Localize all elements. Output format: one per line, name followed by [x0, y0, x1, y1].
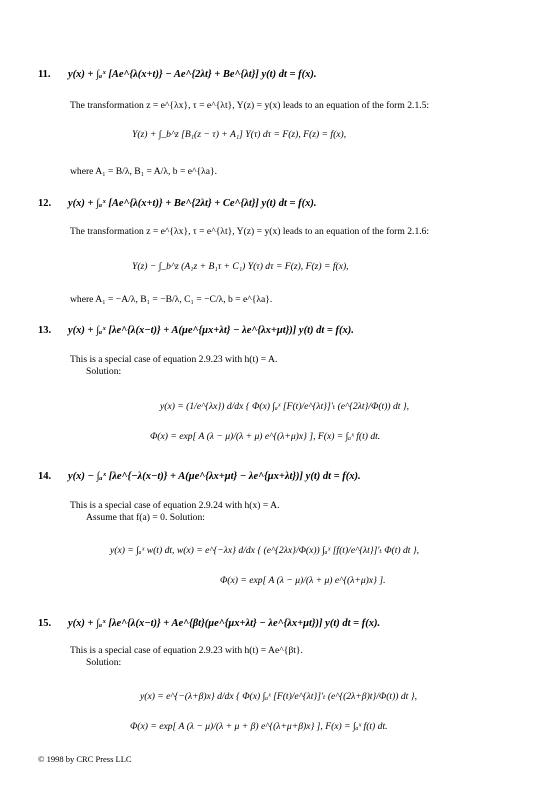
paragraph-text: This is a special case of equation 2.9.24 with h(x) = A. [70, 500, 280, 511]
equation-statement: y(x) + ∫ₐˣ [Ae^{λ(x+t)} + Be^{2λt} + Ce^{λt}] y(t) dt = f(x). [68, 198, 317, 209]
equation-heading [38, 324, 354, 338]
equation-number: 15. [38, 618, 52, 629]
display-formula: Φ(x) = exp[ A (λ − μ)/(λ + μ + β) e^{(λ+μ+β)x} ], F(x) = ∫ₐˣ f(t) dt. [130, 721, 388, 732]
paragraph-text: Solution: [86, 366, 122, 377]
equation-statement: y(x) + ∫ₐˣ [λe^{λ(x−t)} + A(μe^{μx+λt} − λe^{λx+μt})] y(t) dt = f(x). [68, 325, 354, 336]
equation-number: 11. [38, 69, 51, 80]
display-formula: y(x) = (1/e^{λx}) d/dx { Φ(x) ∫ₐˣ [F(t)/e^{λt}]′ₜ (e^{2λt}/Φ(t)) dt }, [160, 401, 410, 412]
equation-number: 14. [38, 471, 52, 482]
display-formula: y(x) = e^{−(λ+β)x} d/dx { Φ(x) ∫ₐˣ [F(t)/e^{λt}]′ₜ (e^{(2λ+β)t}/Φ(t)) dt }, [140, 691, 417, 702]
equation-statement: y(x) + ∫ₐˣ [λe^{λ(x−t)} + Ae^{βt}(μe^{μx+λt} − λe^{λx+μt})] y(t) dt = f(x). [68, 618, 381, 629]
equation-number: 12. [38, 198, 52, 209]
paragraph-text: Assume that f(a) = 0. Solution: [86, 512, 205, 523]
display-formula: Y(z) + ∫_b^z [B₁(z − τ) + A₁] Y(τ) dτ = F(z), F(z) = f(x), [132, 129, 347, 140]
equation-heading [38, 68, 316, 82]
equation-statement: y(x) − ∫ₐˣ [λe^{−λ(x−t)} + A(μe^{λx+μt} − λe^{μx+λt})] y(t) dt = f(x). [68, 471, 361, 482]
paragraph-text: The transformation z = e^{λx}, τ = e^{λt}, Y(z) = y(x) leads to an equation of the form 2.1.5: [70, 100, 430, 111]
equation-heading [38, 470, 361, 484]
paragraph-text: Solution: [86, 657, 122, 668]
display-formula: Φ(x) = exp[ A (λ − μ)/(λ + μ) e^{(λ+μ)x} ], F(x) = ∫ₐˣ f(t) dt. [150, 431, 381, 442]
equation-heading [38, 617, 380, 631]
display-formula: Φ(x) = exp[ A (λ − μ)/(λ + μ) e^{(λ+μ)x} ]. [220, 575, 386, 586]
paragraph-text: This is a special case of equation 2.9.23 with h(t) = Ae^{βt}. [70, 645, 303, 656]
copyright-footer: © 1998 by CRC Press LLC [38, 754, 132, 764]
equation-statement: y(x) + ∫ₐˣ [Ae^{λ(x+t)} − Ae^{2λt} + Be^{λt}] y(t) dt = f(x). [68, 69, 317, 80]
paragraph-text: This is a special case of equation 2.9.23 with h(t) = A. [70, 354, 278, 365]
paragraph-text: where A₁ = −A/λ, B₁ = −B/λ, C₁ = −C/λ, b = e^{λa}. [70, 294, 273, 305]
display-formula: y(x) = ∫ₐˣ w(t) dt, w(x) = e^{−λx} d/dx { (e^{2λx}/Φ(x)) ∫ₐˣ [f(t)/e^{λt}]′ₜ Φ(t) dt }, [110, 545, 420, 556]
equation-heading [38, 197, 316, 211]
paragraph-text: where A₁ = B/λ, B₁ = A/λ, b = e^{λa}. [70, 166, 218, 177]
display-formula: Y(z) − ∫_b^z (A₁z + B₁τ + C₁) Y(τ) dτ = F(z), F(z) = f(x), [132, 261, 349, 272]
paragraph-text: The transformation z = e^{λx}, τ = e^{λt}, Y(z) = y(x) leads to an equation of the form 2.1.6: [70, 226, 430, 237]
equation-number: 13. [38, 325, 52, 336]
